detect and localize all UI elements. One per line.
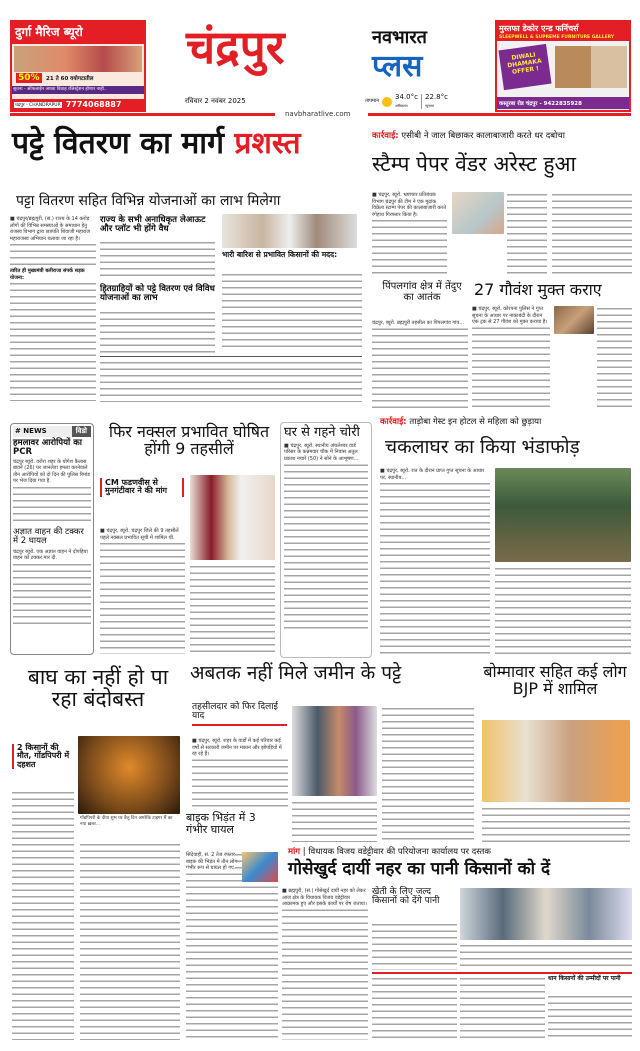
brothel-body-text: ■ चंद्रपुर, ब्यूरो. रात के दौरान प्राप्त गुप्त सूचना के आधार पर, स्थानीय... — [380, 468, 490, 481]
canal-rule — [372, 972, 632, 974]
lead-headline-text: पट्टे वितरण का मार्ग — [12, 126, 224, 161]
sun-icon — [382, 97, 392, 107]
lead-sub1: राज्य के सभी अनाधिकृत लेआऊट और प्लॉट भी होंगे वैध — [100, 215, 206, 234]
brief-body-2 — [13, 549, 91, 629]
ad-offer-badge: 50% — [18, 73, 40, 83]
bike-body — [186, 852, 278, 1040]
brief-body-2-text: चंद्रपुर ब्यूरो. एक अज्ञात वाहन ने दोपहिया वाहन को टक्कर मार दी. — [13, 549, 91, 562]
brothel-headline: चकलाघर का किया भंडाफोड़ — [385, 436, 580, 458]
kicker-label: मांग — [288, 847, 301, 857]
ad-place: चंद्रपुर - CHANDRAPUR — [15, 102, 61, 108]
bike-illustration — [242, 852, 278, 882]
ad-address[interactable]: कस्तुरबा रोड चंद्रपुर - 9422835928 — [497, 97, 629, 109]
stamp-body-col2 — [507, 192, 547, 276]
issue-date: रविवार 2 नवंबर 2025 — [185, 97, 246, 105]
naxal-body-text: ■ चंद्रपुर, ब्यूरो. चंद्रपुर जिले की 9 तहसीलें पहले नक्सल प्रभावित सूची में शामिल थी. — [100, 528, 185, 541]
news-brief-box — [10, 423, 94, 655]
canal-body-col2 — [372, 922, 457, 970]
ad-mustafa-furniture[interactable] — [495, 20, 631, 112]
naxal-body — [100, 528, 185, 654]
ad-furniture-photos — [555, 46, 627, 88]
tiger-caption: गोंडपिपरी के दीया शुभ पर वैलु दिन अगरेकि टाइगर मैं का नया ख़बर... — [80, 816, 173, 827]
stamp-kicker — [372, 132, 634, 142]
news-tag-extra: विडो — [72, 426, 91, 437]
theft-body-text: ■ चंद्रपुर, ब्यूरो. स्थानीय अंचलेश्वर वार्ड परिसर के कन्नमवार चौक में निवास अतुल प्रकाश नचारे (50) ने सोने के आभूषण... — [284, 443, 368, 463]
lead-body-col1 — [10, 216, 96, 401]
ad-subtitle: SLEEPWELL & SUPREME FURNITURE GALLERY — [497, 35, 629, 41]
naxal-sub: CM फडणवीस से मुनगंटीवार ने की मांग — [100, 478, 184, 497]
canal-body-col4 — [460, 976, 545, 1040]
canal-photo — [460, 888, 632, 940]
bike-body-text: सिंदेवाही, सं. 2 तेज रफ्तार बाइक की भिड़ंत में तीन लोग गंभीर रूप से घायल हो गए. — [186, 852, 238, 871]
kicker-label: कार्रवाई: — [372, 131, 399, 141]
bjp-photo — [482, 720, 630, 802]
leopard-headline: पिंपलगांव क्षेत्र में तेंदुए का आतंक — [382, 281, 462, 303]
bjp-body — [482, 806, 630, 842]
tiger-body — [12, 790, 74, 1040]
brief-body-1: चंद्रपुर ब्यूरो. वरोरा शहर के योगेश कैलास बावने (26) पर जानलेवा हमला करनेवाले तीन आरोपियों को दो दिन की पुलिस रिमांड पर भेज दिया गया है. — [13, 458, 90, 485]
ad-contact — [12, 99, 144, 110]
land-body-col2 — [382, 706, 474, 842]
canal-body-caption — [460, 943, 632, 969]
bike-headline: बाइक भिड़ंत में 3 गंभीर घायल — [186, 811, 256, 836]
masthead-title — [186, 18, 458, 94]
canal-sub: खेती के लिए जल्द किसानों को देंगे पानी — [372, 887, 440, 907]
land-sub: तहसीलदार को फिर दिलाई याद — [192, 703, 287, 726]
theft-box — [280, 422, 372, 658]
lead-headline-red: प्रशस्त — [234, 126, 301, 161]
website[interactable]: navbharatlive.com — [285, 110, 351, 118]
theft-headline: घर से गहने चोरी — [284, 425, 360, 440]
lead-body-bottom — [100, 360, 362, 402]
masthead-navbharat: नवभारत — [372, 27, 427, 48]
tiger-body-col2 — [80, 842, 180, 1040]
stamp-body: ■ चंद्रपुर, ब्यूरो. भ्रष्टाचार प्रतिबंधक विभाग चंद्रपुर की टीम ने एक मुद्रांक विक्रेता स्टाम्प पेपर की कालाबाजारी करते रंगेहाथ गिरफ्तार किया है। — [372, 192, 447, 218]
tiger-headline: बाघ का नहीं हो पा रहा बंदोबस्त — [27, 665, 169, 712]
naxal-body-col2 — [190, 564, 275, 654]
tadoba-photo — [495, 468, 631, 562]
tiger-sub: 2 किसानों की मौत, गोंडपिपरी में दहशत — [12, 744, 74, 769]
leopard-body — [372, 320, 468, 410]
ad-durga-marriage-bureau[interactable] — [10, 20, 146, 112]
lead-body: ■ चंद्रपुर/ब्रह्मपुरी, (सं.) राज्य के 14 करोड़ लोगों की विभिन्न समस्याओं के समाधान हेतु राजस्व विभाग द्वारा छत्रपति शिवाजी महाराज महाराजस्व अभियान चलाया जा रहा है। — [10, 216, 96, 242]
canal-headline: गोसेखुर्द दायीं नहर का पानी किसानों को दें — [288, 859, 550, 879]
masthead-plus: प्लस — [372, 49, 423, 84]
kicker-text: विधायक विजय वडेट्टीवार की परियोजना कार्यालय पर दस्तक — [308, 847, 491, 857]
land-body-col3 — [292, 800, 377, 842]
temp-max-value: 34.0°c — [395, 93, 418, 101]
stamp-headline: स्टैम्प पेपर वेंडर अरेस्ट हुआ — [372, 152, 577, 176]
news-tag-label: # NEWS — [15, 427, 47, 435]
divider — [100, 356, 362, 357]
canal-kicker: मांग | विधायक विजय वडेट्टीवार की परियोजना कार्यालय पर दस्तक — [288, 847, 491, 857]
masthead-chandrapur: चंद्रपुर — [186, 20, 285, 74]
stamp-photo — [452, 192, 504, 234]
brothel-body — [380, 468, 490, 656]
masthead-rule-left — [10, 113, 275, 116]
stamp-body-col1 — [372, 192, 447, 276]
canal-body-text: ■ ब्रह्मपुरी, (सं.) गोसेखुर्द दायीं नहर को लेकर आज क्षेत्र के विधायक विजय वडेट्टीवार आक्रामक हुए और इसके कार्यों पर रोष जताया। — [282, 888, 367, 907]
land-headline: अबतक नहीं मिले जमीन के पट्टे — [190, 662, 402, 684]
ad-offer-burst: DIWALI DHAMAKA OFFER ! — [498, 44, 551, 90]
cattle-body-col2 — [597, 306, 632, 410]
kicker-text: ताड़ोबा गेस्ट इन होटल से महिला को छुड़ाया — [409, 417, 542, 427]
canal-body-col3 — [372, 976, 457, 1040]
ad-notice: सूचना - ऑफलाईन अथवा विवाह रजिस्ट्रेशन होणार नाही.. — [12, 86, 144, 94]
ad-phone[interactable]: 7774068887 — [65, 100, 122, 109]
lead-photo — [222, 214, 357, 248]
canal-body-col5 — [548, 994, 632, 1040]
lead-body-col4 — [222, 272, 362, 352]
ad-title: दुर्गा मैरिज ब्यूरो — [12, 22, 144, 44]
naxal-photo — [190, 475, 275, 560]
brief-headline-2: अज्ञात वाहन की टक्कर में 2 घायल — [13, 526, 84, 546]
news-tag — [13, 426, 91, 437]
temp-min — [421, 94, 448, 109]
land-body — [192, 738, 288, 808]
leopard-body-text: चंद्रपुर, ब्यूरो. ब्रह्मपुरी तहसील का पिंपलगांव गांव... — [372, 320, 468, 327]
naxal-headline: फिर नक्सल प्रभावित घोषित होंगी 9 तहसीलें — [108, 422, 270, 458]
lead-headline — [12, 128, 362, 160]
lead-body-col2 — [100, 240, 215, 280]
tiger-photo — [78, 736, 180, 814]
lead-body-col3 — [100, 310, 215, 353]
temp-min-label: न्यूनतम — [424, 103, 435, 108]
ad-age: 21 ते 60 वयोगटातील — [46, 76, 94, 82]
weather-label: तापमान — [365, 97, 380, 104]
land-photo — [292, 706, 377, 796]
land-body-text: ■ चंद्रपुर, ब्यूरो. शहर के वार्डों में कई परिवार कई वर्षों से सरकारी जमीन पर मकान और झोपड़ियों में रह रहे हैं। — [192, 738, 288, 758]
brothel-kicker — [380, 418, 632, 428]
temp-max-label: अधिकतम — [395, 103, 408, 108]
canal-sub2: धान किसानों की उम्मीदों पर पानी — [548, 975, 621, 982]
theft-body — [284, 443, 368, 633]
ad-title: मुस्तफा डेकोर एन्ड फर्निचर्स — [497, 22, 629, 35]
ad-photo — [14, 46, 142, 72]
brief-body-1-column — [13, 459, 91, 525]
bjp-headline: बोम्मावार सहित कई लोग BJP में शामिल — [483, 662, 627, 698]
temp-min-value: 22.8°c — [424, 93, 448, 101]
lead-sub2: हितग्राहियों को पट्टे वितरण एवं विविध योजनाओं का लाभ — [100, 284, 215, 303]
cattle-body-text: ■ चंद्रपुर, ब्यूरो. कोरपना पुलिस ने गुप्त सूचना के आधार पर नाकाबंदी के दौरान एक ट्रक से 27 गौवंश को मुक्त कराया है। — [472, 306, 550, 326]
lead-sub3: भारी बारिश से प्रभावित किसानों की मदद: — [222, 250, 338, 259]
cattle-headline: 27 गौवंश मुक्त कराए — [474, 280, 602, 299]
lead-sub4: त्वरित ही मुख्यमंत्री बलीराजा संपर्क सड़क योजना: — [10, 268, 96, 281]
brief-headline-1: हमलावर आरोपियों का PCR — [13, 438, 82, 457]
cattle-photo — [554, 306, 594, 334]
masthead-rule-right — [368, 113, 631, 116]
canal-body — [282, 888, 368, 1040]
weather — [365, 94, 448, 109]
kicker-label: कार्रवाई: — [380, 417, 407, 427]
kicker-text: एसीबी ने जाल बिछाकर कालाबाजारी करते धर दबोचा — [401, 131, 565, 141]
brothel-body-col2 — [495, 566, 631, 656]
cattle-body — [472, 306, 550, 410]
lead-subhead: पट्टा वितरण सहित विभिन्न योजनाओं का लाभ मिलेगा — [16, 193, 281, 209]
stamp-body-col3 — [552, 192, 632, 276]
temp-max — [395, 94, 418, 109]
